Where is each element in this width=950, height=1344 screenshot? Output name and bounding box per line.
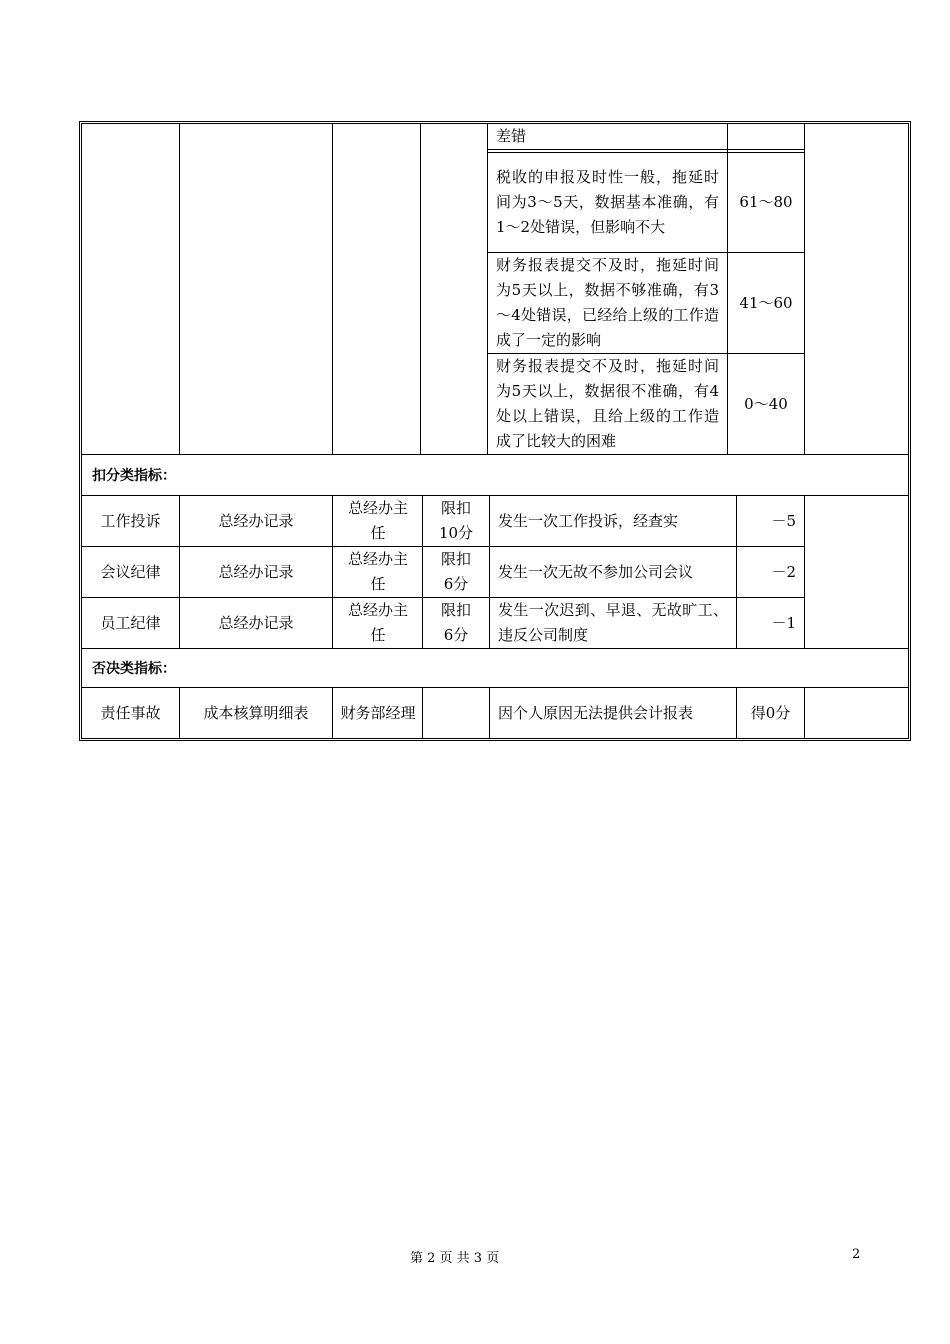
deduction-description: 发生一次无故不参加公司会议 (498, 562, 694, 581)
deduction-limit: 限扣6分 (440, 550, 471, 593)
deduction-source: 总经办记录 (218, 562, 294, 581)
deduction-score: －2 (771, 562, 796, 581)
deduction-source: 总经办记录 (218, 613, 294, 632)
deduction-limit: 限扣10分 (438, 499, 474, 542)
deduction-assessor: 总经办主任 (348, 499, 409, 542)
veto-section-title: 否决类指标： (92, 661, 176, 677)
veto-limit (423, 688, 489, 738)
deduction-assessor: 总经办主任 (348, 550, 409, 593)
deduction-score: －5 (771, 511, 796, 530)
veto-indicator: 责任事故 (100, 703, 161, 722)
evaluation-table (79, 121, 911, 741)
footer-page-label: 第 2 页 共 3 页 (410, 1251, 500, 1266)
continuation-description: 税收的申报及时性一般，拖延时间为3～5天，数据基本准确，有1～2处错误，但影响不大 (496, 168, 719, 236)
continuation-score: 41～60 (739, 293, 793, 312)
deduction-description: 发生一次工作投诉，经查实 (498, 511, 679, 530)
veto-description: 因个人原因无法提供会计报表 (498, 703, 694, 722)
continuation-description: 财务报表提交不及时，拖延时间为5天以上，数据很不准确，有4处以上错误，且给上级的工作造成了比较大的困难 (496, 357, 719, 450)
deduction-section-title: 扣分类指标： (92, 468, 176, 484)
continuation-score (728, 124, 804, 149)
footer-page-number: 2 (852, 1247, 861, 1262)
continuation-description: 差错 (496, 127, 527, 145)
deduction-score: －1 (771, 613, 796, 632)
continuation-score: 0～40 (744, 394, 788, 413)
veto-source: 成本核算明细表 (203, 703, 309, 722)
deduction-indicator: 会议纪律 (100, 562, 161, 581)
deduction-indicator: 员工纪律 (100, 613, 161, 632)
deduction-limit: 限扣6分 (440, 601, 471, 644)
deduction-indicator: 工作投诉 (100, 511, 161, 530)
continuation-score: 61～80 (739, 193, 793, 211)
veto-score: 得0分 (750, 703, 791, 722)
deduction-description: 发生一次迟到、早退、无故旷工、违反公司制度 (498, 601, 728, 644)
veto-assessor: 财务部经理 (340, 703, 416, 722)
deduction-assessor: 总经办主任 (348, 601, 409, 644)
deduction-source: 总经办记录 (218, 511, 294, 530)
continuation-description: 财务报表提交不及时，拖延时间为5天以上，数据不够准确，有3～4处错误，已经给上级的工作造成了一定的影响 (496, 256, 719, 349)
